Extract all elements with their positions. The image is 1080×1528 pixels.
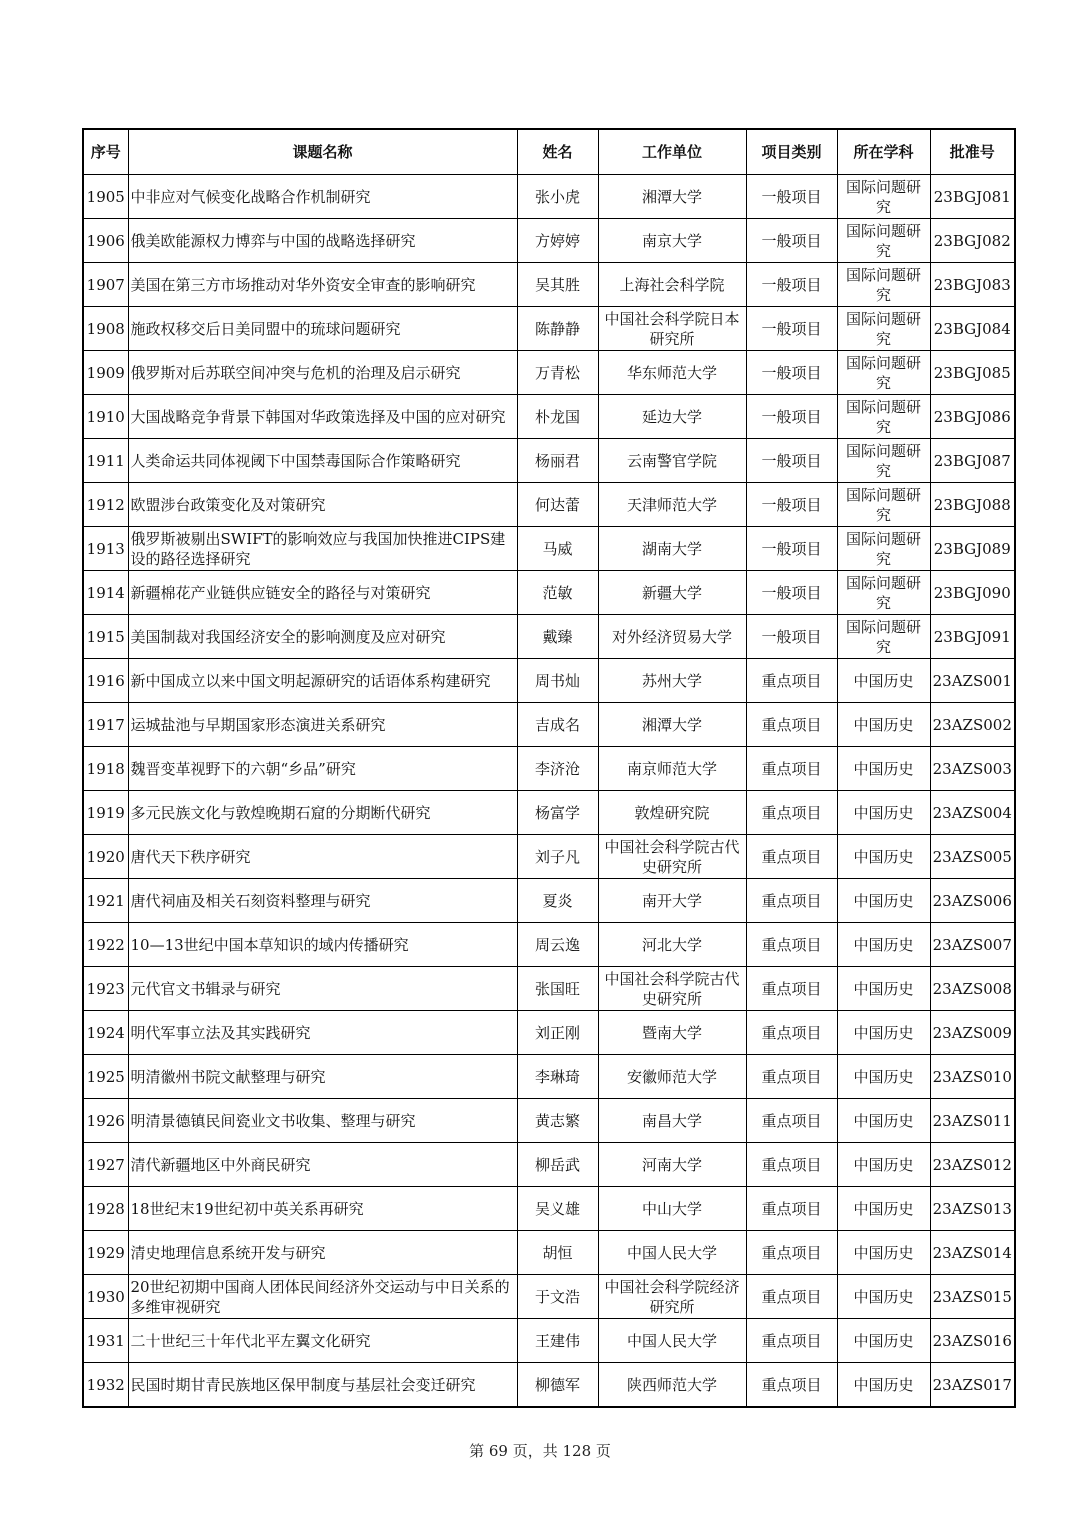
seq-cell: 1917 xyxy=(83,703,128,747)
category-cell: 一般项目 xyxy=(746,439,837,483)
unit-cell: 湘潭大学 xyxy=(598,703,746,747)
name-cell: 陈静静 xyxy=(517,307,598,351)
category-cell: 重点项目 xyxy=(746,1363,837,1408)
page-footer: 第 69 页，共 128 页 xyxy=(469,1442,611,1460)
table-row xyxy=(83,175,1015,219)
approval-number-cell: 23AZS008 xyxy=(930,967,1015,1011)
title-cell: 元代官文书辑录与研究 xyxy=(128,967,517,1011)
name-cell: 戴臻 xyxy=(517,615,598,659)
seq-cell: 1907 xyxy=(83,263,128,307)
approval-number-cell: 23AZS016 xyxy=(930,1319,1015,1363)
table-row xyxy=(83,1011,1015,1055)
unit-cell: 南京师范大学 xyxy=(598,747,746,791)
discipline-cell: 中国历史 xyxy=(837,791,930,835)
seq-cell: 1920 xyxy=(83,835,128,879)
unit-cell: 上海社会科学院 xyxy=(598,263,746,307)
unit-cell: 暨南大学 xyxy=(598,1011,746,1055)
category-cell: 一般项目 xyxy=(746,527,837,571)
approval-number-cell: 23AZS007 xyxy=(930,923,1015,967)
title-cell: 俄美欧能源权力博弈与中国的战略选择研究 xyxy=(128,219,517,263)
category-cell: 一般项目 xyxy=(746,395,837,439)
name-cell: 吉成名 xyxy=(517,703,598,747)
table-row xyxy=(83,1275,1015,1319)
discipline-cell: 中国历史 xyxy=(837,835,930,879)
seq-cell: 1915 xyxy=(83,615,128,659)
unit-cell: 湘潭大学 xyxy=(598,175,746,219)
seq-cell: 1928 xyxy=(83,1187,128,1231)
title-cell: 多元民族文化与敦煌晚期石窟的分期断代研究 xyxy=(128,791,517,835)
category-cell: 重点项目 xyxy=(746,1319,837,1363)
table-row xyxy=(83,307,1015,351)
category-cell: 一般项目 xyxy=(746,351,837,395)
name-cell: 柳德军 xyxy=(517,1363,598,1408)
seq-cell: 1905 xyxy=(83,175,128,219)
table-row xyxy=(83,835,1015,879)
discipline-cell: 中国历史 xyxy=(837,1055,930,1099)
approval-number-cell: 23AZS009 xyxy=(930,1011,1015,1055)
seq-cell: 1913 xyxy=(83,527,128,571)
table-row xyxy=(83,1231,1015,1275)
category-cell: 重点项目 xyxy=(746,1099,837,1143)
approval-number-cell: 23AZS001 xyxy=(930,659,1015,703)
approval-number-cell: 23AZS017 xyxy=(930,1363,1015,1408)
title-cell: 10—13世纪中国本草知识的域内传播研究 xyxy=(128,923,517,967)
discipline-cell: 中国历史 xyxy=(837,1319,930,1363)
approval-number-cell: 23BGJ090 xyxy=(930,571,1015,615)
seq-cell: 1932 xyxy=(83,1363,128,1408)
table-row xyxy=(83,483,1015,527)
table-row xyxy=(83,1143,1015,1187)
unit-cell: 陕西师范大学 xyxy=(598,1363,746,1408)
unit-cell: 新疆大学 xyxy=(598,571,746,615)
title-cell: 美国在第三方市场推动对华外资安全审查的影响研究 xyxy=(128,263,517,307)
header-discipline: 所在学科 xyxy=(837,129,930,175)
title-cell: 18世纪末19世纪初中英关系再研究 xyxy=(128,1187,517,1231)
name-cell: 杨丽君 xyxy=(517,439,598,483)
name-cell: 黄志繁 xyxy=(517,1099,598,1143)
approval-number-cell: 23BGJ082 xyxy=(930,219,1015,263)
table-header-row xyxy=(83,129,1015,175)
discipline-cell: 国际问题研究 xyxy=(837,527,930,571)
name-cell: 刘正刚 xyxy=(517,1011,598,1055)
header-approval-number: 批准号 xyxy=(930,129,1015,175)
name-cell: 李琳琦 xyxy=(517,1055,598,1099)
approval-number-cell: 23AZS003 xyxy=(930,747,1015,791)
approval-number-cell: 23BGJ085 xyxy=(930,351,1015,395)
table-row xyxy=(83,923,1015,967)
seq-cell: 1924 xyxy=(83,1011,128,1055)
unit-cell: 湖南大学 xyxy=(598,527,746,571)
table-row xyxy=(83,879,1015,923)
table-row xyxy=(83,1055,1015,1099)
category-cell: 重点项目 xyxy=(746,791,837,835)
title-cell: 人类命运共同体视阈下中国禁毒国际合作策略研究 xyxy=(128,439,517,483)
approval-number-cell: 23AZS011 xyxy=(930,1099,1015,1143)
category-cell: 重点项目 xyxy=(746,1011,837,1055)
table-row xyxy=(83,527,1015,571)
discipline-cell: 中国历史 xyxy=(837,1275,930,1319)
unit-cell: 中国社会科学院日本研究所 xyxy=(598,307,746,351)
seq-cell: 1925 xyxy=(83,1055,128,1099)
approval-number-cell: 23BGJ087 xyxy=(930,439,1015,483)
seq-cell: 1910 xyxy=(83,395,128,439)
title-cell: 欧盟涉台政策变化及对策研究 xyxy=(128,483,517,527)
name-cell: 吴义雄 xyxy=(517,1187,598,1231)
title-cell: 中非应对气候变化战略合作机制研究 xyxy=(128,175,517,219)
category-cell: 一般项目 xyxy=(746,307,837,351)
discipline-cell: 中国历史 xyxy=(837,1143,930,1187)
name-cell: 李济沧 xyxy=(517,747,598,791)
name-cell: 张国旺 xyxy=(517,967,598,1011)
title-cell: 运城盐池与早期国家形态演进关系研究 xyxy=(128,703,517,747)
discipline-cell: 中国历史 xyxy=(837,703,930,747)
approval-number-cell: 23AZS002 xyxy=(930,703,1015,747)
seq-cell: 1930 xyxy=(83,1275,128,1319)
discipline-cell: 中国历史 xyxy=(837,967,930,1011)
header-unit: 工作单位 xyxy=(598,129,746,175)
category-cell: 重点项目 xyxy=(746,1187,837,1231)
category-cell: 一般项目 xyxy=(746,483,837,527)
unit-cell: 华东师范大学 xyxy=(598,351,746,395)
seq-cell: 1908 xyxy=(83,307,128,351)
unit-cell: 中国社会科学院古代史研究所 xyxy=(598,967,746,1011)
discipline-cell: 国际问题研究 xyxy=(837,351,930,395)
discipline-cell: 国际问题研究 xyxy=(837,307,930,351)
title-cell: 20世纪初期中国商人团体民间经济外交运动与中日关系的多维审视研究 xyxy=(128,1275,517,1319)
approval-number-cell: 23AZS012 xyxy=(930,1143,1015,1187)
unit-cell: 河北大学 xyxy=(598,923,746,967)
title-cell: 魏晋变革视野下的六朝“乡品”研究 xyxy=(128,747,517,791)
table-row xyxy=(83,703,1015,747)
name-cell: 万青松 xyxy=(517,351,598,395)
category-cell: 重点项目 xyxy=(746,923,837,967)
seq-cell: 1919 xyxy=(83,791,128,835)
unit-cell: 安徽师范大学 xyxy=(598,1055,746,1099)
seq-cell: 1921 xyxy=(83,879,128,923)
category-cell: 重点项目 xyxy=(746,1143,837,1187)
title-cell: 唐代祠庙及相关石刻资料整理与研究 xyxy=(128,879,517,923)
discipline-cell: 中国历史 xyxy=(837,747,930,791)
header-category: 项目类别 xyxy=(746,129,837,175)
approval-number-cell: 23AZS013 xyxy=(930,1187,1015,1231)
table-row xyxy=(83,263,1015,307)
name-cell: 杨富学 xyxy=(517,791,598,835)
unit-cell: 中山大学 xyxy=(598,1187,746,1231)
category-cell: 重点项目 xyxy=(746,1275,837,1319)
name-cell: 夏炎 xyxy=(517,879,598,923)
category-cell: 重点项目 xyxy=(746,659,837,703)
category-cell: 重点项目 xyxy=(746,835,837,879)
header-title: 课题名称 xyxy=(128,129,517,175)
unit-cell: 南昌大学 xyxy=(598,1099,746,1143)
discipline-cell: 国际问题研究 xyxy=(837,175,930,219)
seq-cell: 1922 xyxy=(83,923,128,967)
discipline-cell: 中国历史 xyxy=(837,1187,930,1231)
unit-cell: 中国社会科学院经济研究所 xyxy=(598,1275,746,1319)
discipline-cell: 国际问题研究 xyxy=(837,571,930,615)
seq-cell: 1918 xyxy=(83,747,128,791)
table-row xyxy=(83,571,1015,615)
unit-cell: 苏州大学 xyxy=(598,659,746,703)
title-cell: 新疆棉花产业链供应链安全的路径与对策研究 xyxy=(128,571,517,615)
table-row xyxy=(83,1187,1015,1231)
category-cell: 一般项目 xyxy=(746,263,837,307)
category-cell: 一般项目 xyxy=(746,615,837,659)
title-cell: 俄罗斯被剔出SWIFT的影响效应与我国加快推进CIPS建设的路径选择研究 xyxy=(128,527,517,571)
category-cell: 一般项目 xyxy=(746,219,837,263)
unit-cell: 中国人民大学 xyxy=(598,1319,746,1363)
approval-number-cell: 23AZS006 xyxy=(930,879,1015,923)
discipline-cell: 中国历史 xyxy=(837,879,930,923)
discipline-cell: 中国历史 xyxy=(837,1099,930,1143)
discipline-cell: 国际问题研究 xyxy=(837,395,930,439)
discipline-cell: 中国历史 xyxy=(837,1231,930,1275)
unit-cell: 云南警官学院 xyxy=(598,439,746,483)
category-cell: 一般项目 xyxy=(746,175,837,219)
name-cell: 王建伟 xyxy=(517,1319,598,1363)
title-cell: 俄罗斯对后苏联空间冲突与危机的治理及启示研究 xyxy=(128,351,517,395)
seq-cell: 1927 xyxy=(83,1143,128,1187)
title-cell: 二十世纪三十年代北平左翼文化研究 xyxy=(128,1319,517,1363)
seq-cell: 1912 xyxy=(83,483,128,527)
table-row xyxy=(83,1319,1015,1363)
header-seq: 序号 xyxy=(83,129,128,175)
name-cell: 柳岳武 xyxy=(517,1143,598,1187)
name-cell: 方婷婷 xyxy=(517,219,598,263)
seq-cell: 1906 xyxy=(83,219,128,263)
unit-cell: 敦煌研究院 xyxy=(598,791,746,835)
seq-cell: 1931 xyxy=(83,1319,128,1363)
approval-number-cell: 23BGJ084 xyxy=(930,307,1015,351)
seq-cell: 1911 xyxy=(83,439,128,483)
approval-number-cell: 23AZS005 xyxy=(930,835,1015,879)
discipline-cell: 国际问题研究 xyxy=(837,219,930,263)
unit-cell: 中国社会科学院古代史研究所 xyxy=(598,835,746,879)
title-cell: 新中国成立以来中国文明起源研究的话语体系构建研究 xyxy=(128,659,517,703)
category-cell: 重点项目 xyxy=(746,1055,837,1099)
name-cell: 周云逸 xyxy=(517,923,598,967)
title-cell: 大国战略竞争背景下韩国对华政策选择及中国的应对研究 xyxy=(128,395,517,439)
approval-number-cell: 23AZS004 xyxy=(930,791,1015,835)
approval-number-cell: 23AZS010 xyxy=(930,1055,1015,1099)
seq-cell: 1914 xyxy=(83,571,128,615)
unit-cell: 河南大学 xyxy=(598,1143,746,1187)
table-row xyxy=(83,659,1015,703)
title-cell: 清代新疆地区中外商民研究 xyxy=(128,1143,517,1187)
name-cell: 范敏 xyxy=(517,571,598,615)
seq-cell: 1923 xyxy=(83,967,128,1011)
name-cell: 吴其胜 xyxy=(517,263,598,307)
title-cell: 民国时期甘青民族地区保甲制度与基层社会变迁研究 xyxy=(128,1363,517,1408)
name-cell: 张小虎 xyxy=(517,175,598,219)
project-table xyxy=(82,128,1016,1408)
seq-cell: 1929 xyxy=(83,1231,128,1275)
table-row xyxy=(83,439,1015,483)
title-cell: 清史地理信息系统开发与研究 xyxy=(128,1231,517,1275)
category-cell: 重点项目 xyxy=(746,1231,837,1275)
category-cell: 重点项目 xyxy=(746,747,837,791)
table-row xyxy=(83,351,1015,395)
table-row xyxy=(83,791,1015,835)
approval-number-cell: 23BGJ086 xyxy=(930,395,1015,439)
discipline-cell: 国际问题研究 xyxy=(837,439,930,483)
table-row xyxy=(83,615,1015,659)
approval-number-cell: 23BGJ089 xyxy=(930,527,1015,571)
discipline-cell: 中国历史 xyxy=(837,1011,930,1055)
category-cell: 重点项目 xyxy=(746,879,837,923)
header-name: 姓名 xyxy=(517,129,598,175)
unit-cell: 对外经济贸易大学 xyxy=(598,615,746,659)
title-cell: 美国制裁对我国经济安全的影响测度及应对研究 xyxy=(128,615,517,659)
discipline-cell: 中国历史 xyxy=(837,923,930,967)
title-cell: 明清景德镇民间瓷业文书收集、整理与研究 xyxy=(128,1099,517,1143)
table-row xyxy=(83,395,1015,439)
seq-cell: 1926 xyxy=(83,1099,128,1143)
table-row xyxy=(83,219,1015,263)
approval-number-cell: 23BGJ081 xyxy=(930,175,1015,219)
approval-number-cell: 23BGJ088 xyxy=(930,483,1015,527)
category-cell: 重点项目 xyxy=(746,703,837,747)
approval-number-cell: 23AZS014 xyxy=(930,1231,1015,1275)
name-cell: 马威 xyxy=(517,527,598,571)
name-cell: 周书灿 xyxy=(517,659,598,703)
category-cell: 一般项目 xyxy=(746,571,837,615)
seq-cell: 1909 xyxy=(83,351,128,395)
name-cell: 刘子凡 xyxy=(517,835,598,879)
discipline-cell: 中国历史 xyxy=(837,1363,930,1408)
unit-cell: 中国人民大学 xyxy=(598,1231,746,1275)
title-cell: 施政权移交后日美同盟中的琉球问题研究 xyxy=(128,307,517,351)
category-cell: 重点项目 xyxy=(746,967,837,1011)
approval-number-cell: 23BGJ091 xyxy=(930,615,1015,659)
table-row xyxy=(83,1099,1015,1143)
table-row xyxy=(83,1363,1015,1408)
name-cell: 何达蕾 xyxy=(517,483,598,527)
unit-cell: 延边大学 xyxy=(598,395,746,439)
discipline-cell: 国际问题研究 xyxy=(837,483,930,527)
discipline-cell: 国际问题研究 xyxy=(837,263,930,307)
unit-cell: 南开大学 xyxy=(598,879,746,923)
table-row xyxy=(83,967,1015,1011)
title-cell: 明代军事立法及其实践研究 xyxy=(128,1011,517,1055)
unit-cell: 南京大学 xyxy=(598,219,746,263)
seq-cell: 1916 xyxy=(83,659,128,703)
name-cell: 朴龙国 xyxy=(517,395,598,439)
approval-number-cell: 23BGJ083 xyxy=(930,263,1015,307)
discipline-cell: 中国历史 xyxy=(837,659,930,703)
approval-number-cell: 23AZS015 xyxy=(930,1275,1015,1319)
table-row xyxy=(83,747,1015,791)
name-cell: 于文浩 xyxy=(517,1275,598,1319)
discipline-cell: 国际问题研究 xyxy=(837,615,930,659)
title-cell: 明清徽州书院文献整理与研究 xyxy=(128,1055,517,1099)
title-cell: 唐代天下秩序研究 xyxy=(128,835,517,879)
unit-cell: 天津师范大学 xyxy=(598,483,746,527)
name-cell: 胡恒 xyxy=(517,1231,598,1275)
